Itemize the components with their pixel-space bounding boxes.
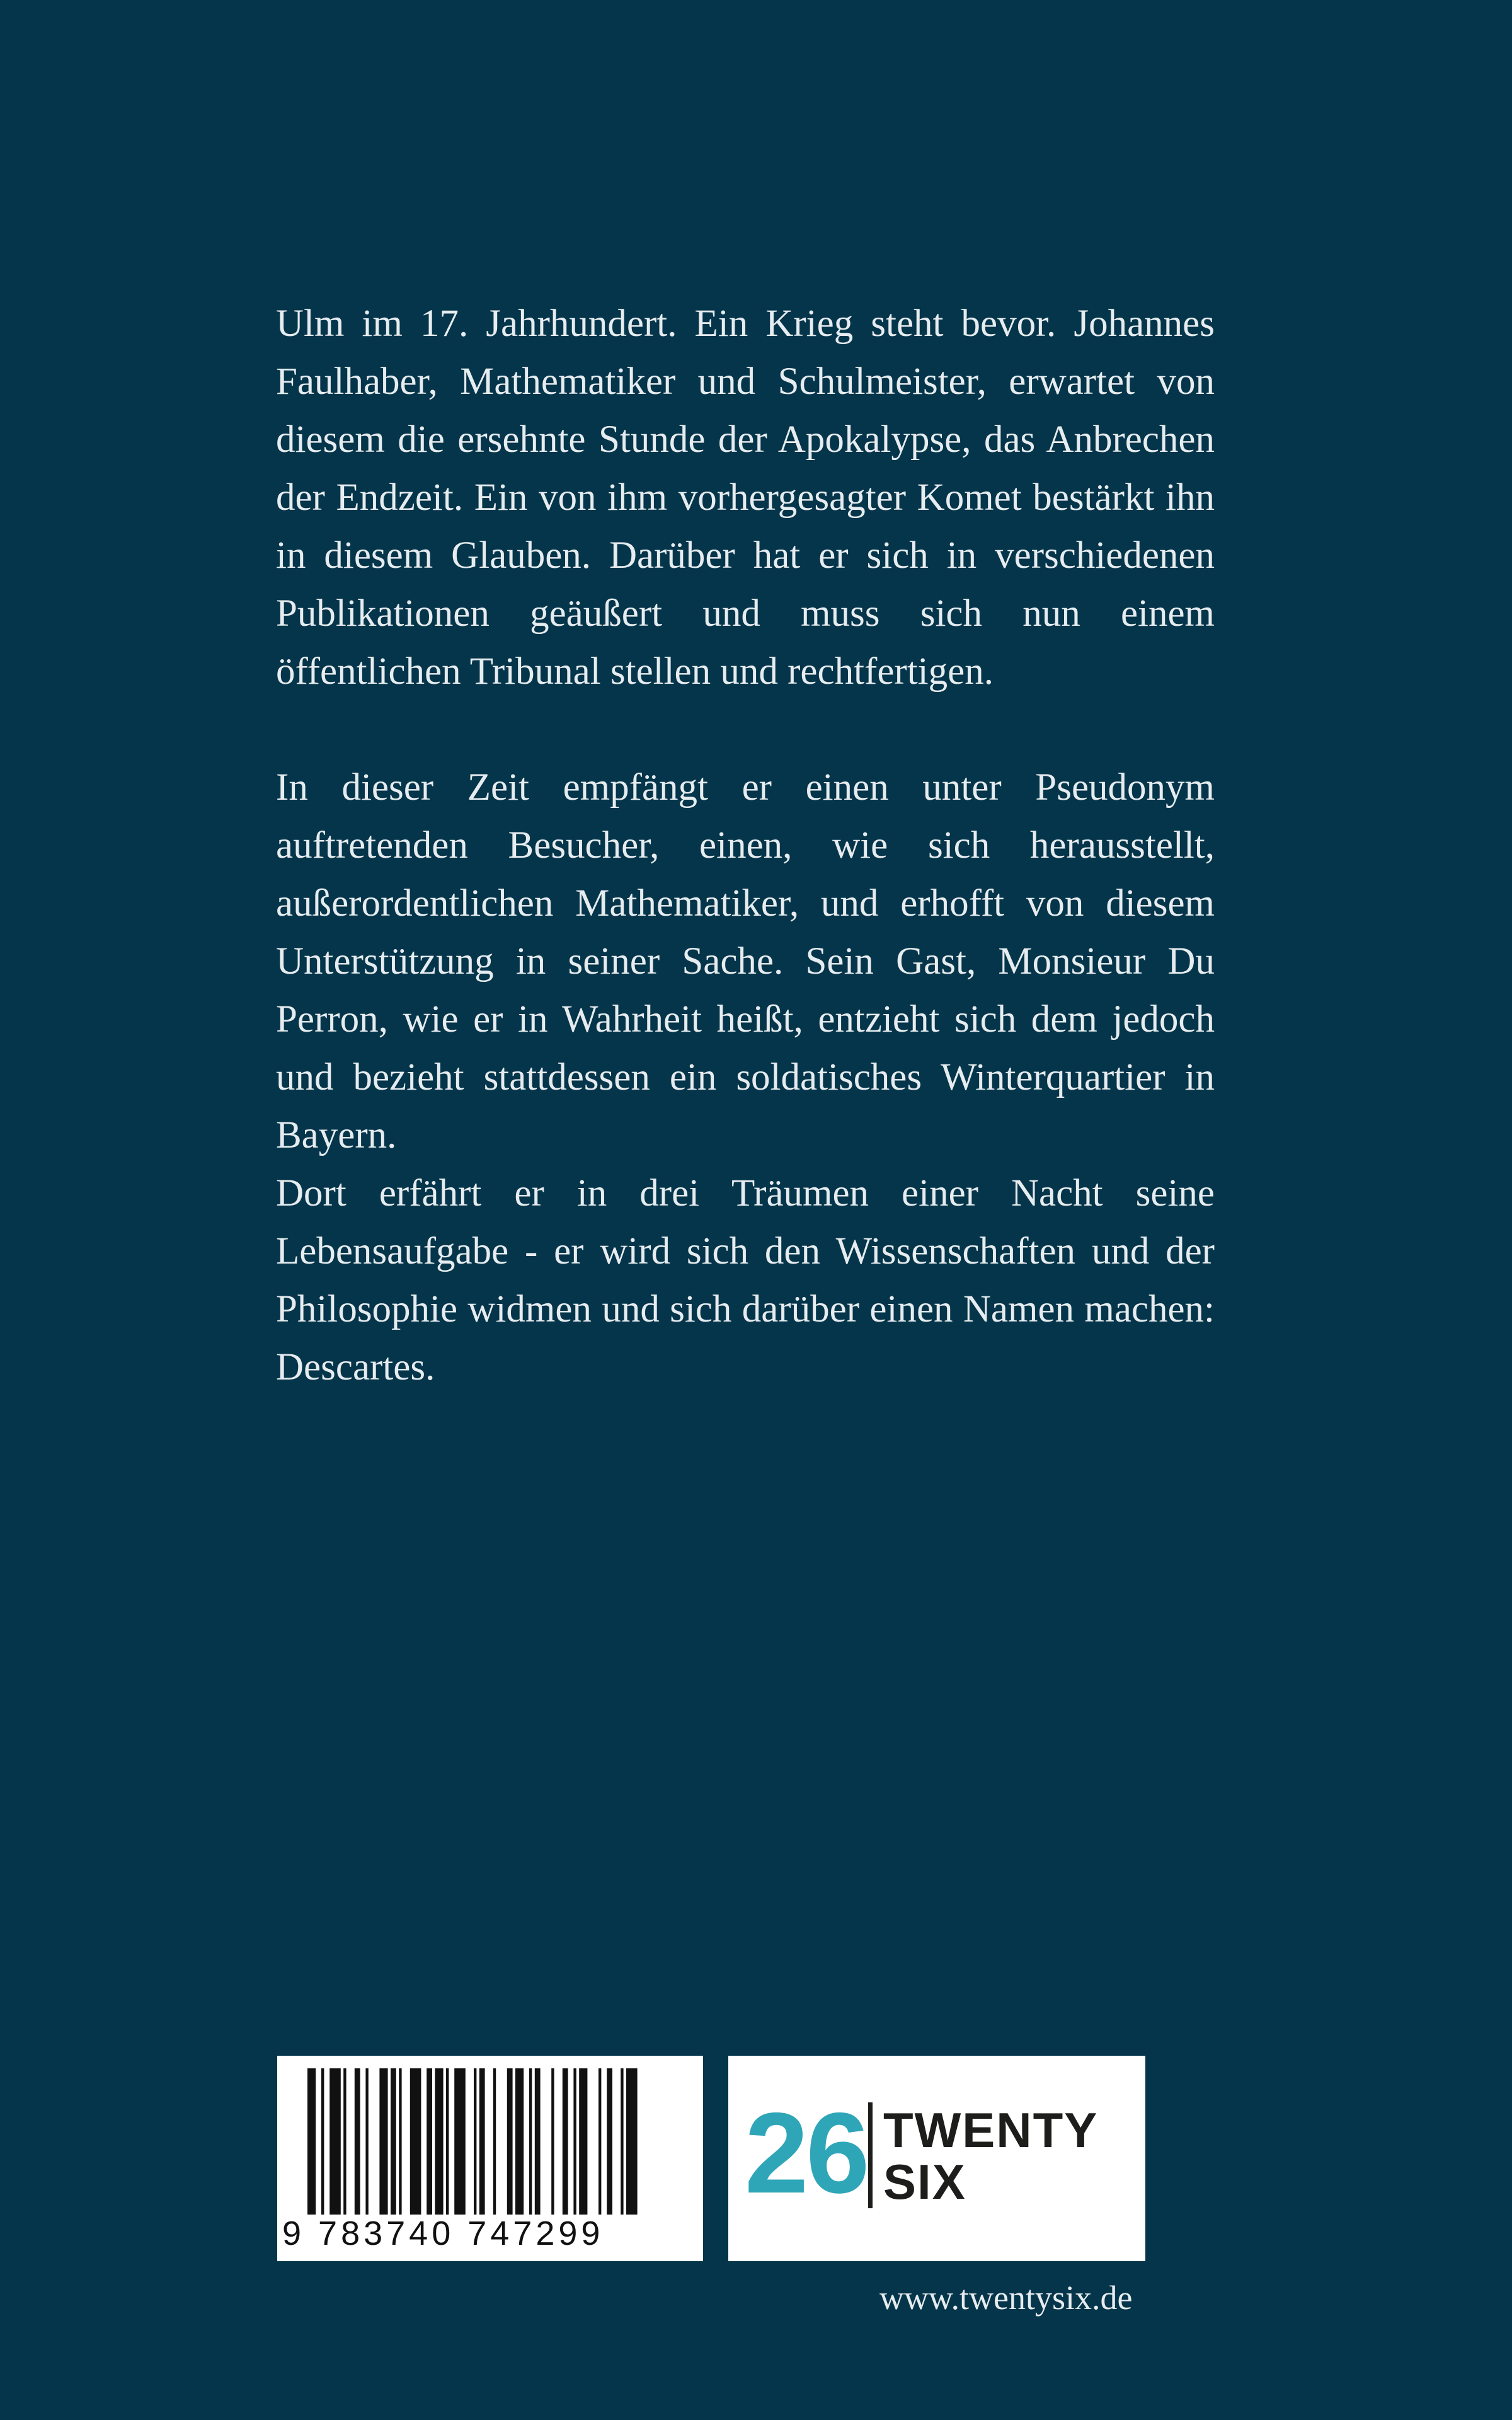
publisher-logo <box>728 2056 1145 2261</box>
barcode-bar <box>410 2068 421 2215</box>
barcode-bar <box>365 2068 368 2215</box>
back-cover-blurb <box>276 295 1215 1397</box>
barcode-bar <box>621 2068 623 2215</box>
barcode-bar <box>454 2068 466 2215</box>
barcode-bar <box>446 2068 449 2215</box>
logo-divider <box>868 2102 873 2208</box>
barcode-bar <box>479 2068 485 2215</box>
logo-number: 26 <box>745 2089 868 2217</box>
barcode-bar <box>579 2068 587 2215</box>
logo-word-twenty: TWENTY <box>883 2102 1099 2158</box>
barcode-bar <box>379 2068 387 2215</box>
logo-word-six: SIX <box>883 2154 966 2210</box>
blurb-paragraph-2: In dieser Zeit empfängt er einen unter Pseudonym auftretenden Besucher, einen, wie sich herausstellt, außerordentlichen Mathematiker, und erhofft von diesem Unterstützung in seiner Sache. Sein Gast, Monsieur Du Perron, wie er in Wahrheit heißt, entzieht sich dem jedoch und bezieht stattdessen ein soldatisches Winterquartier in Bayern. <box>276 766 1215 1156</box>
barcode-bar <box>507 2068 513 2215</box>
barcode-bar <box>607 2068 612 2215</box>
publisher-url: www.twentysix.de <box>879 2279 1133 2317</box>
barcode-bar <box>474 2068 476 2215</box>
barcode-bar <box>598 2068 601 2215</box>
blurb-paragraph-3: Dort erfährt er in drei Träumen einer Nacht seine Lebensaufgabe - er wird sich den Wissenschaften und der Philosophie widmen und sich darüber einen Namen machen: Descartes. <box>276 1172 1215 1388</box>
barcode-bar <box>321 2068 324 2215</box>
barcode-bar <box>329 2068 341 2215</box>
barcode-panel <box>277 2056 703 2261</box>
barcode-bar <box>307 2068 316 2215</box>
barcode-bar <box>563 2068 568 2215</box>
barcode-bar <box>515 2068 524 2215</box>
barcode-bar <box>343 2068 346 2215</box>
barcode-bar <box>535 2068 541 2215</box>
barcode-graphic <box>307 2068 673 2215</box>
barcode-bar <box>573 2068 576 2215</box>
barcode-bar <box>529 2068 532 2215</box>
isbn-number: 9 783740 747299 <box>282 2215 604 2252</box>
barcode-bar <box>435 2068 443 2215</box>
barcode-bar <box>551 2068 554 2215</box>
barcode-bar <box>427 2068 432 2215</box>
barcode-bar <box>626 2068 638 2215</box>
barcode-bar <box>391 2068 396 2215</box>
barcode-bar <box>493 2068 496 2215</box>
barcode-bar <box>355 2068 360 2215</box>
barcode-bar <box>399 2068 401 2215</box>
blurb-paragraph-1: Ulm im 17. Jahrhundert. Ein Krieg steht bevor. Johannes Faulhaber, Mathematiker und Schulmeister, erwartet von diesem die ersehnte Stunde der Apokalypse, das Anbrechen der Endzeit. Ein von ihm vorhergesagter Komet bestärkt ihn in diesem Glauben. Darüber hat er sich in verschiedenen Publikationen geäußert und muss sich nun einem öffentlichen Tribunal stellen und rechtfertigen. <box>276 302 1215 693</box>
